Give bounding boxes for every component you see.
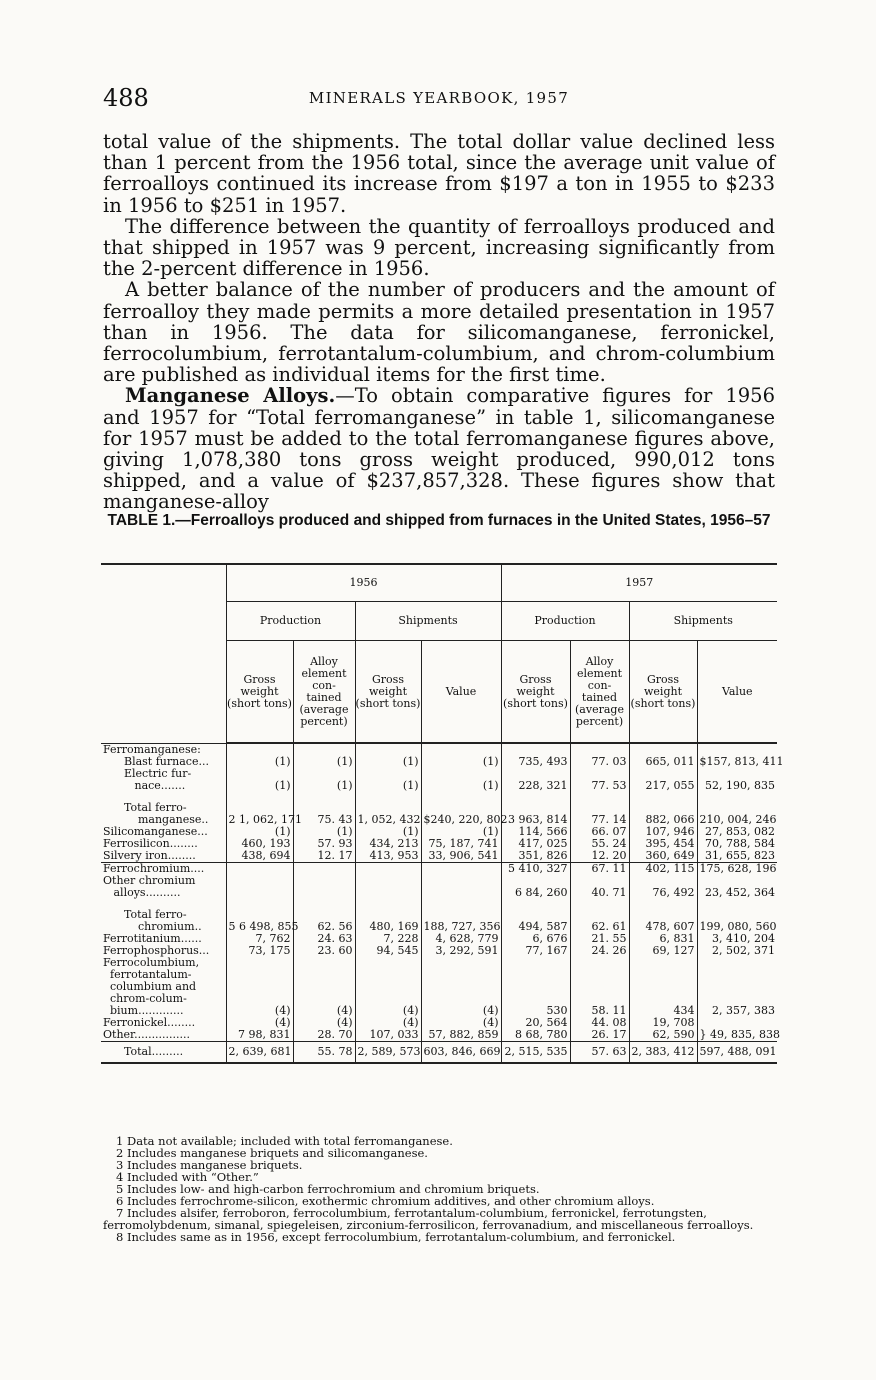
table-caption: TABLE 1.—Ferroalloys produced and shipped from furnaces in the United States, 1956–57 — [107, 512, 771, 529]
row-label: Ferronickel........ — [103, 1016, 196, 1029]
table-cell: (4) — [226, 1005, 293, 1017]
footnote: 2 Includes manganese briquets and silicomanganese. — [116, 1146, 428, 1160]
paragraph: A better balance of the number of producers and the amount of ferroalloy they made permits a more detailed presentation in 1957 than in 1956. The data for silicomanganese, ferronickel, ferrocolumbium, ferrotantalum-columbium, and chrom-columbium are published as individual items for the first time. — [103, 278, 775, 387]
table-cell — [421, 887, 501, 899]
table-cell — [421, 875, 501, 887]
row-label: Ferromanganese: — [103, 742, 201, 756]
table-cell — [570, 899, 629, 909]
section-run-in-heading: Manganese Alloys. — [125, 384, 336, 408]
table-row — [101, 969, 777, 981]
table-cell — [355, 887, 421, 899]
year-header: 1957 — [501, 564, 777, 602]
table-cell: 114, 566 — [501, 826, 570, 838]
row-label: Blast furnace... — [124, 755, 209, 768]
column-header: Alloy element con- tained (average percent) — [293, 641, 355, 744]
table-cell — [421, 957, 501, 969]
table-cell: 107, 033 — [355, 1029, 421, 1042]
table-cell: 2, 383, 412 — [629, 1042, 697, 1064]
table-cell: 530 — [501, 1005, 570, 1017]
table-cell — [226, 899, 293, 909]
table-cell: 70, 788, 584 — [697, 838, 777, 850]
table-cell — [226, 875, 293, 887]
table-cell — [355, 957, 421, 969]
table-cell: 77. 53 — [570, 780, 629, 792]
table-cell — [697, 792, 777, 802]
running-title: MINERALS YEARBOOK, 1957 — [308, 89, 570, 107]
table-cell: 6, 831 — [629, 933, 697, 945]
table-cell — [226, 969, 293, 981]
table-cell — [355, 875, 421, 887]
table-cell: 8 68, 780 — [501, 1029, 570, 1042]
table-cell — [629, 792, 697, 802]
group-header: Shipments — [355, 602, 501, 641]
table-cell: 2 1, 062, 171 — [226, 814, 293, 826]
table-cell — [629, 981, 697, 993]
footnote: 3 Includes manganese briquets. — [116, 1158, 303, 1172]
table-cell: 175, 628, 196 — [697, 863, 777, 876]
table-cell — [570, 792, 629, 802]
table-cell: 2, 502, 371 — [697, 945, 777, 957]
table-cell: 494, 587 — [501, 921, 570, 933]
table-cell — [570, 957, 629, 969]
table-cell: 58. 11 — [570, 1005, 629, 1017]
table-body — [101, 742, 784, 1063]
table-cell: 5 6 498, 855 — [226, 921, 293, 933]
table-cell — [697, 957, 777, 969]
table-cell: 77, 167 — [501, 945, 570, 957]
table-cell — [293, 969, 355, 981]
table-row — [101, 981, 777, 993]
table-cell: 7, 762 — [226, 933, 293, 945]
table-cell — [629, 969, 697, 981]
table-cell: $157, 813, 411 — [697, 756, 777, 768]
table-cell: 665, 011 — [629, 756, 697, 768]
table-cell: 67. 11 — [570, 863, 629, 876]
table-row — [101, 957, 777, 969]
table-cell: 44. 08 — [570, 1017, 629, 1029]
page-number: 488 — [103, 84, 149, 112]
table-cell: 480, 169 — [355, 921, 421, 933]
table-cell: 478, 607 — [629, 921, 697, 933]
table-cell — [629, 957, 697, 969]
ferroalloy-table — [101, 563, 784, 1064]
table-cell: 417, 025 — [501, 838, 570, 850]
table-cell: 351, 826 — [501, 850, 570, 863]
table-cell: 62. 56 — [293, 921, 355, 933]
table-cell — [293, 792, 355, 802]
row-label: Ferrophosphorus... — [103, 944, 210, 957]
table-cell — [421, 899, 501, 909]
row-label: Ferrotitanium...... — [103, 932, 202, 945]
table-cell: (4) — [355, 1005, 421, 1017]
table-cell — [355, 969, 421, 981]
table-cell — [293, 863, 355, 876]
table-cell: 3, 292, 591 — [421, 945, 501, 957]
table-cell: 735, 493 — [501, 756, 570, 768]
table-cell: (4) — [293, 1017, 355, 1029]
row-label: Silicomanganese... — [103, 825, 208, 838]
column-header: Gross weight (short tons) — [629, 641, 697, 744]
group-header: Production — [501, 602, 629, 641]
table-cell: 434 — [629, 1005, 697, 1017]
footnotes — [103, 1135, 775, 1243]
table-cell: (1) — [293, 826, 355, 838]
table-cell: (1) — [421, 780, 501, 792]
table-cell: 21. 55 — [570, 933, 629, 945]
table-cell: $240, 220, 802 — [421, 814, 501, 826]
table-cell: 6 84, 260 — [501, 887, 570, 899]
table-cell: 188, 727, 356 — [421, 921, 501, 933]
table-cell: 55. 24 — [570, 838, 629, 850]
table-cell: 94, 545 — [355, 945, 421, 957]
row-label: Other................ — [103, 1028, 191, 1041]
row-label: Total ferro- — [124, 801, 187, 814]
table-cell: 3 963, 814 — [501, 814, 570, 826]
row-label: Other chromium — [103, 874, 196, 887]
footnote: 5 Includes low- and high-carbon ferrochromium and chromium briquets. — [116, 1182, 540, 1196]
table-row — [101, 850, 777, 863]
table-cell: (4) — [293, 1005, 355, 1017]
table-cell: 2, 515, 535 — [501, 1042, 570, 1064]
table-cell — [501, 957, 570, 969]
table-cell: 7 98, 831 — [226, 1029, 293, 1042]
table-cell: 28. 70 — [293, 1029, 355, 1042]
row-label: Electric fur- — [124, 767, 192, 780]
table-cell — [697, 981, 777, 993]
row-label: nace....... — [124, 779, 186, 792]
table-cell: (1) — [355, 826, 421, 838]
table-cell — [697, 969, 777, 981]
table-cell: 5 410, 327 — [501, 863, 570, 876]
table-cell: 55. 78 — [293, 1042, 355, 1064]
column-header: Gross weight (short tons) — [226, 641, 293, 744]
table-cell: 460, 193 — [226, 838, 293, 850]
table-cell: 57. 93 — [293, 838, 355, 850]
group-header: Shipments — [629, 602, 777, 641]
year-header: 1956 — [226, 564, 501, 602]
table-cell: 882, 066 — [629, 814, 697, 826]
column-header: Value — [421, 641, 501, 744]
table-cell: (1) — [293, 780, 355, 792]
table-cell: (4) — [355, 1017, 421, 1029]
table-cell: (1) — [421, 756, 501, 768]
table-cell: 228, 321 — [501, 780, 570, 792]
table-cell — [501, 969, 570, 981]
table-cell: 2, 357, 383 — [697, 1005, 777, 1017]
table-cell: (1) — [293, 756, 355, 768]
table-row — [101, 899, 777, 909]
table-cell: 395, 454 — [629, 838, 697, 850]
table-cell: 3, 410, 204 — [697, 933, 777, 945]
table-row — [101, 1042, 777, 1064]
table-cell: 73, 175 — [226, 945, 293, 957]
table-cell — [501, 792, 570, 802]
row-label: Total......... — [101, 1042, 226, 1064]
table-cell — [629, 899, 697, 909]
table-cell — [226, 863, 293, 876]
table-cell: 33, 906, 541 — [421, 850, 501, 863]
table-cell: 603, 846, 669 — [421, 1042, 501, 1064]
table-row — [101, 945, 777, 957]
paragraph-text: —To obtain comparative figures for 1956 and 1957 for “Total ferromanganese” in table 1, silicomanganese for 1957 must be added to the total ferromanganese figures above, giving 1,078,380 tons gross weight produced, 990,012 tons shipped, and a value of $237,857,328. These figures show that manganese-alloy — [103, 384, 775, 514]
table-cell: 52, 190, 835 — [697, 780, 777, 792]
table-cell: 76, 492 — [629, 887, 697, 899]
page-header — [103, 84, 775, 114]
table-cell — [421, 792, 501, 802]
stub-header — [101, 564, 226, 743]
table-cell — [226, 887, 293, 899]
group-header: Production — [226, 602, 355, 641]
table-cell — [421, 969, 501, 981]
column-header: Gross weight (short tons) — [501, 641, 570, 744]
row-label: Ferrocolumbium, — [103, 956, 200, 969]
table-cell: } 49, 835, 838 — [697, 1029, 777, 1042]
paragraph — [103, 385, 775, 512]
table-cell: 217, 055 — [629, 780, 697, 792]
table-cell: (4) — [226, 1017, 293, 1029]
table-cell: 12. 20 — [570, 850, 629, 863]
table-cell: 434, 213 — [355, 838, 421, 850]
footnote: 4 Included with “Other.” — [116, 1170, 259, 1184]
table-cell: (1) — [226, 780, 293, 792]
table-cell — [293, 957, 355, 969]
table-cell: (4) — [421, 1005, 501, 1017]
row-label: Silvery iron........ — [103, 849, 196, 862]
table-cell: 210, 004, 246 — [697, 814, 777, 826]
column-header: Alloy element con- tained (average percent) — [570, 641, 629, 744]
row-label: alloys.......... — [103, 886, 181, 899]
column-header: Value — [697, 641, 777, 744]
table-cell — [293, 899, 355, 909]
row-label: Ferrosilicon........ — [103, 837, 198, 850]
table-cell — [570, 981, 629, 993]
table-cell — [355, 981, 421, 993]
table-cell: 360, 649 — [629, 850, 697, 863]
table-cell: 597, 488, 091 — [697, 1042, 777, 1064]
table-cell: 26. 17 — [570, 1029, 629, 1042]
table-cell — [293, 981, 355, 993]
table-cell: 31, 655, 823 — [697, 850, 777, 863]
table-cell: 23. 60 — [293, 945, 355, 957]
table-cell: 66. 07 — [570, 826, 629, 838]
table-cell: (1) — [355, 756, 421, 768]
table-row — [101, 792, 777, 802]
table-cell: 107, 946 — [629, 826, 697, 838]
table-cell — [421, 981, 501, 993]
table-cell: 62, 590 — [629, 1029, 697, 1042]
paragraph: total value of the shipments. The total dollar value declined less than 1 percent from the 1956 total, since the average unit value of ferroalloys continued its increase from $197 a ton in 1955 to $233 in 1956 to $251 in 1957. — [103, 130, 775, 217]
table-cell: (1) — [421, 826, 501, 838]
row-label: Ferrochromium.... — [101, 863, 226, 876]
table-cell — [501, 899, 570, 909]
table-cell: 20, 564 — [501, 1017, 570, 1029]
table-row — [101, 756, 777, 768]
table-cell: 77. 03 — [570, 756, 629, 768]
paragraph: The difference between the quantity of ferroalloys produced and that shipped in 1957 was 9 percent, increasing significantly from the 2-percent difference in 1956. — [103, 214, 775, 281]
table-cell: (1) — [226, 756, 293, 768]
table-row — [101, 1029, 777, 1042]
footnote: 8 Includes same as in 1956, except ferrocolumbium, ferrotantalum-columbium, and ferronickel. — [116, 1230, 676, 1244]
table-cell: 24. 26 — [570, 945, 629, 957]
table-cell: 199, 080, 560 — [697, 921, 777, 933]
table-cell: (1) — [226, 826, 293, 838]
table-cell: 57, 882, 859 — [421, 1029, 501, 1042]
table-cell — [226, 792, 293, 802]
table-cell: 402, 115 — [629, 863, 697, 876]
footnote: 1 Data not available; included with total ferromanganese. — [116, 1134, 453, 1148]
table-cell — [293, 887, 355, 899]
table-cell: 6, 676 — [501, 933, 570, 945]
table-cell: 24. 63 — [293, 933, 355, 945]
table-cell — [226, 981, 293, 993]
table-cell — [355, 899, 421, 909]
table-cell — [355, 792, 421, 802]
row-label: chrom-colum- — [103, 992, 187, 1005]
table-cell — [355, 863, 421, 876]
table-row — [101, 887, 777, 899]
table-row — [101, 780, 777, 792]
table-cell — [570, 969, 629, 981]
table-cell: 75. 43 — [293, 814, 355, 826]
table-cell: (4) — [421, 1017, 501, 1029]
table-row — [101, 863, 777, 876]
table-cell — [293, 875, 355, 887]
table-cell: 1, 052, 432 — [355, 814, 421, 826]
row-label: bium............. — [103, 1004, 184, 1017]
table-cell — [501, 981, 570, 993]
table-cell: 413, 953 — [355, 850, 421, 863]
column-header: Gross weight (short tons) — [355, 641, 421, 744]
table-cell: 75, 187, 741 — [421, 838, 501, 850]
body-text — [103, 131, 775, 513]
table-cell: 62. 61 — [570, 921, 629, 933]
table-cell: 2, 639, 681 — [226, 1042, 293, 1064]
table-cell: 19, 708 — [629, 1017, 697, 1029]
row-label: manganese.. — [124, 813, 209, 826]
table-cell: 27, 853, 082 — [697, 826, 777, 838]
row-label: Total ferro- — [124, 908, 187, 921]
table-cell: 2, 589, 573 — [355, 1042, 421, 1064]
table-cell: 12. 17 — [293, 850, 355, 863]
table-cell: 69, 127 — [629, 945, 697, 957]
row-label: columbium and — [103, 980, 197, 993]
row-label: ferrotantalum- — [103, 968, 192, 981]
table-cell: 57. 63 — [570, 1042, 629, 1064]
table-cell — [421, 863, 501, 876]
table-cell: (1) — [355, 780, 421, 792]
table-cell: 77. 14 — [570, 814, 629, 826]
table-cell: 40. 71 — [570, 887, 629, 899]
table-cell: 23, 452, 364 — [697, 887, 777, 899]
table-cell — [697, 899, 777, 909]
table-cell: 438, 694 — [226, 850, 293, 863]
footnote: 6 Includes ferrochrome-silicon, exothermic chromium additives, and other chromium alloys. — [116, 1194, 655, 1208]
row-label: chromium.. — [124, 920, 202, 933]
footnote: 7 Includes alsifer, ferroboron, ferrocolumbium, ferrotantalum-columbium, ferronickel, ferrotungsten, ferromolybdenum, simanal, spiegeleisen, zirconium-ferrosilicon, ferrovanadium, and miscellaneous ferroalloys. — [103, 1206, 754, 1232]
table-cell: 7, 228 — [355, 933, 421, 945]
table-cell — [226, 957, 293, 969]
table-cell: 4, 628, 779 — [421, 933, 501, 945]
